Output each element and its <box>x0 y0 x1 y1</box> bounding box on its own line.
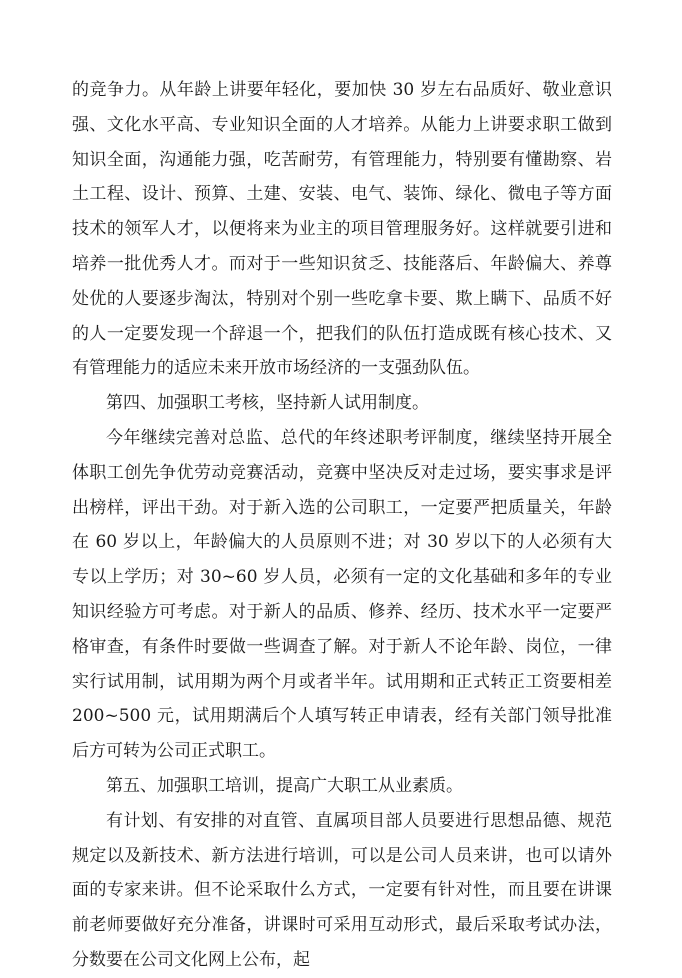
paragraph-assessment-trial: 今年继续完善对总监、总代的年终述职考评制度，继续坚持开展全体职工创先争优劳动竞赛活动，竞赛中坚决反对走过场，要实事求是评出榜样，评出干劲。对于新入选的公司职工，一定要严把质量关，年龄在 60 岁以上，年龄偏大的人员原则不进；对 30 岁以下的人必须有大专以上学历；对 30~60 岁人员，必须有一定的文化基础和多年的专业知识经验方可考虑。对于新人的品质、修养、经历、技术水平一定要严格审查，有条件时要做一些调查了解。对于新人不论年龄、岗位，一律实行试用制，试用期为两个月或者半年。试用期和正式转正工资要相差 200~500 元，试用期满后个人填写转正申请表，经有关部门领导批准后方可转为公司正式职工。 <box>72 427 612 762</box>
document-body <box>72 73 612 978</box>
paragraph-training: 有计划、有安排的对直管、直属项目部人员要进行思想品德、规范规定以及新技术、新方法进行培训，可以是公司人员来讲，也可以请外面的专家来讲。但不论采取什么方式，一定要有针对性，而且要在讲课前老师要做好充分准备，讲课时可采用互动形式，最后采取考试办法，分数要在公司文化网上公布，起 <box>72 810 612 970</box>
heading-section-five: 第五、加强职工培训，提高广大职工从业素质。 <box>106 775 463 796</box>
heading-section-four: 第四、加强职工考核，坚持新人试用制度。 <box>106 393 429 414</box>
paragraph-talent-requirements: 的竞争力。从年龄上讲要年轻化，要加快 30 岁左右品质好、敬业意识强、文化水平高、专业知识全面的人才培养。从能力上讲要求职工做到知识全面，沟通能力强，吃苦耐劳，有管理能力，特别要有懂勘察、岩土工程、设计、预算、土建、安装、电气、装饰、绿化、微电子等方面技术的领军人才，以便将来为业主的项目管理服务好。这样就要引进和培养一批优秀人才。而对于一些知识贫乏、技能落后、年龄偏大、养尊处优的人要逐步淘汰，特别对个别一些吃拿卡要、欺上瞒下、品质不好的人一定要发现一个辞退一个，把我们的队伍打造成既有核心技术、又有管理能力的适应未来开放市场经济的一支强劲队伍。 <box>72 80 612 379</box>
